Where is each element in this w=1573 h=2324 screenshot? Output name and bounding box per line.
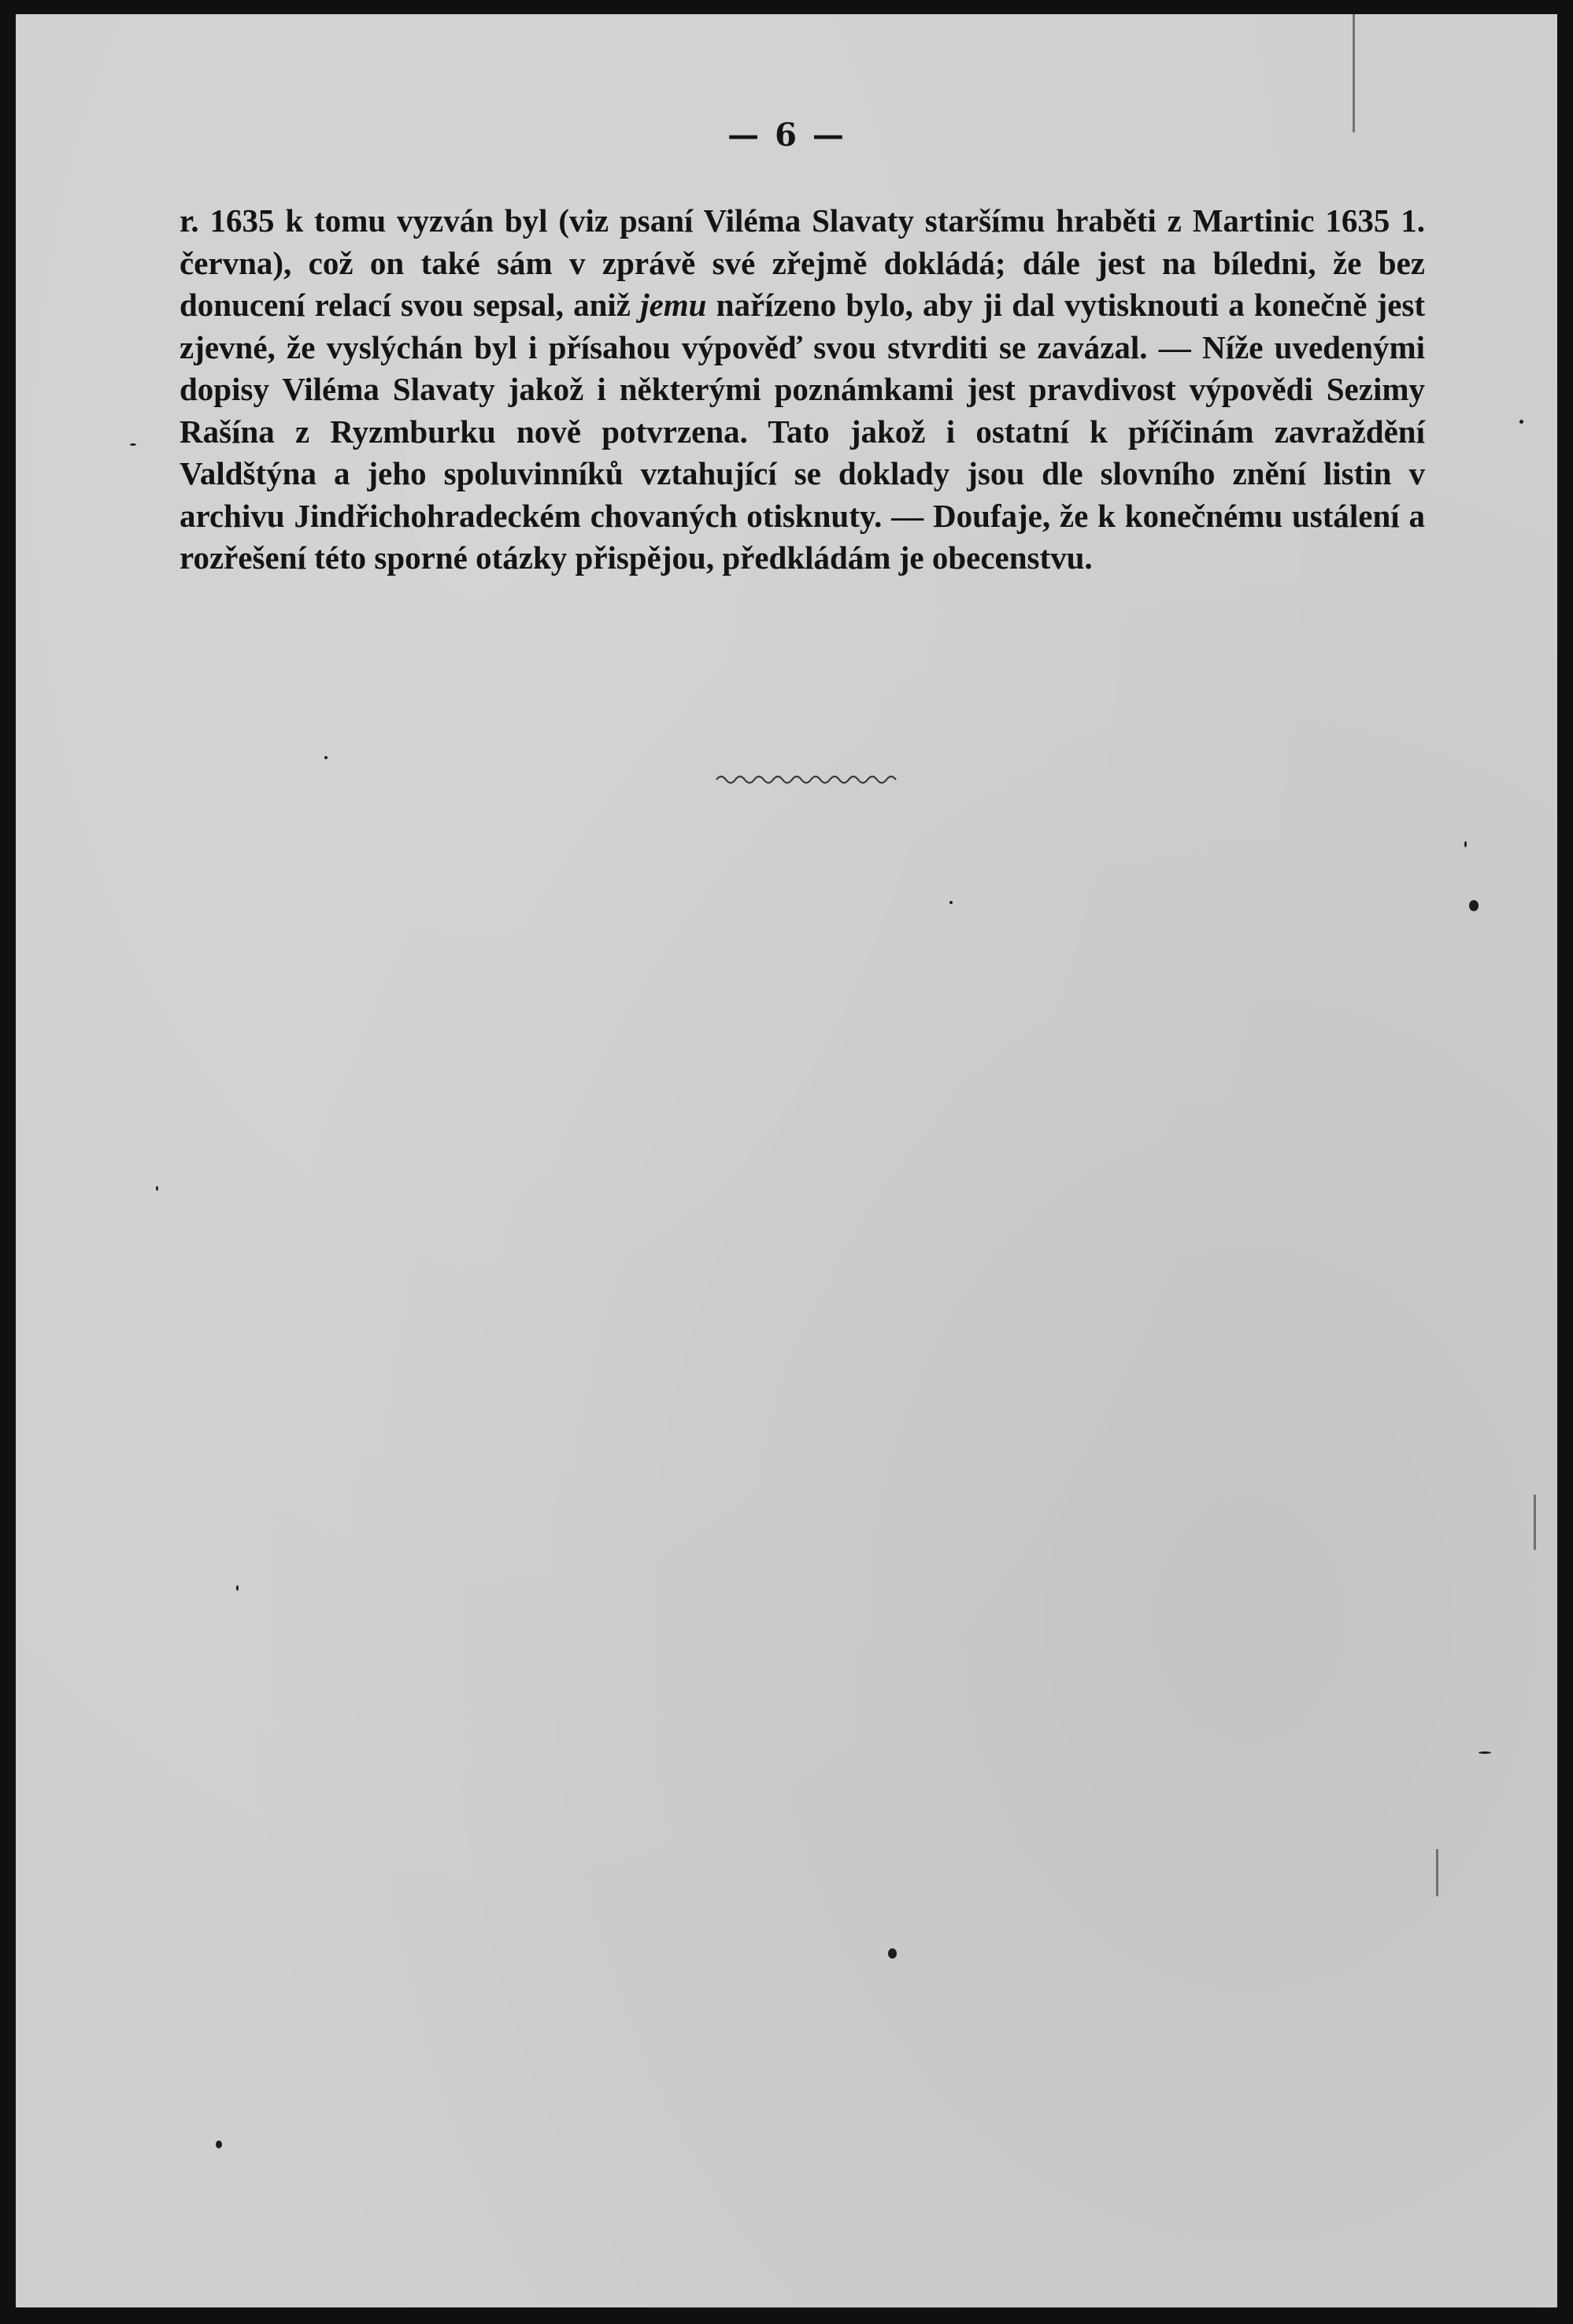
scan-speck bbox=[216, 2141, 222, 2148]
scan-speck bbox=[1479, 1751, 1491, 1754]
document-page bbox=[16, 14, 1557, 2307]
scan-speck bbox=[236, 1585, 239, 1591]
paragraph-text-part-1: r. 1635 k tomu vyzván byl (viz psaní Viléma Slavaty staršímu hraběti z Martinic 1635 1. června), což on také sám v zprávě své zřejmě dokládá; dále jest na bíledni, že bez donucení relací svou sepsal, aniž bbox=[180, 202, 1425, 323]
paragraph-text-part-2: nařízeno bylo, aby ji dal vytisknouti a konečně jest zjevné, že vyslýchán byl i přísahou výpověď svou stvrditi se zavázal. — Níže uvedenými dopisy Viléma Slavaty jakož i některými poznámkami jest pravdivost výpovědi Sezimy Rašína z Ryzmburku nově potvrzena. Tato jakož i ostatní k příčinám zavraždění Valdštýna a jeho spoluvinníků vztahující se doklady jsou dle slovního znění listin v archivu Jindřichohradeckém chovaných otisknuty. — Doufaje, že k konečnému ustálení a rozřešení této sporné otázky přispějou, předkládám je obecenstvu. bbox=[180, 287, 1425, 576]
scan-speck bbox=[156, 1186, 158, 1191]
page-number: 6 bbox=[775, 117, 798, 154]
page-number-dash-left: — bbox=[727, 117, 761, 154]
wavy-divider-ornament bbox=[715, 770, 904, 786]
page-number-header bbox=[16, 117, 1557, 154]
page-number-dash-right: — bbox=[812, 117, 846, 154]
scan-streak bbox=[1436, 1849, 1438, 1896]
scan-speck bbox=[1469, 900, 1479, 911]
scan-speck bbox=[1464, 841, 1467, 847]
scan-speck bbox=[1519, 420, 1523, 424]
scan-speck bbox=[324, 756, 328, 759]
scan-streak bbox=[1534, 1495, 1536, 1550]
paragraph-emphasis: jemu bbox=[640, 287, 707, 323]
scan-speck bbox=[949, 901, 953, 904]
scan-speck bbox=[888, 1948, 897, 1959]
scan-streak bbox=[1353, 14, 1355, 132]
body-paragraph bbox=[180, 200, 1425, 580]
scan-speck bbox=[130, 443, 136, 446]
